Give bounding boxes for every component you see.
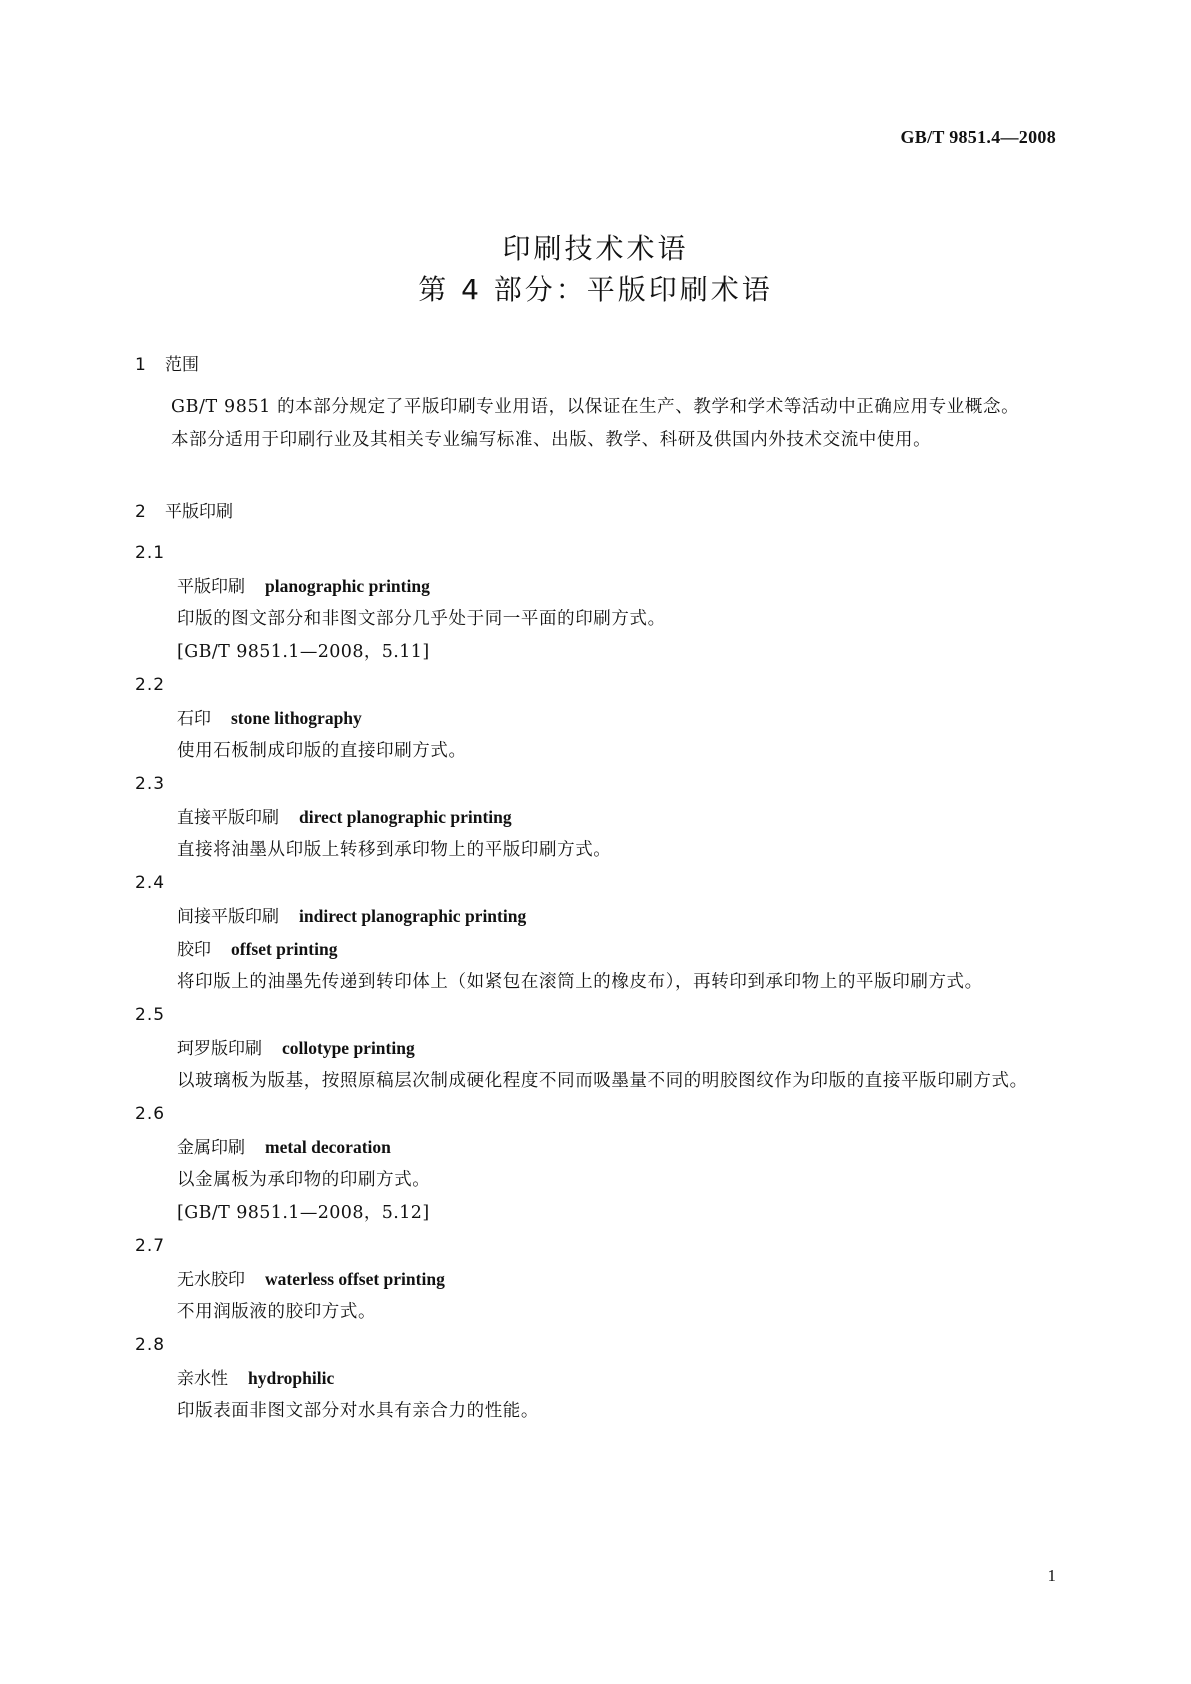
- term-en: planographic printing: [265, 576, 430, 596]
- definition: 将印版上的油墨先传递到转印体上（如紧包在滚筒上的橡皮布），再转印到承印物上的平版印刷方式。: [177, 972, 983, 992]
- entry-number: 2.5: [135, 1005, 166, 1025]
- term-en: hydrophilic: [248, 1368, 335, 1388]
- reference: [GB/T 9851.1—2008，5.11]: [177, 642, 430, 662]
- term-entries: [135, 537, 1062, 1428]
- term-zh: 平版印刷: [177, 577, 245, 597]
- term-zh: 直接平版印刷: [177, 808, 279, 828]
- scope-paragraph-2: 本部分适用于印刷行业及其相关专业编写标准、出版、教学、科研及供国内外技术交流中使用。: [171, 430, 932, 450]
- entry-number: 2.1: [135, 543, 166, 563]
- term: [135, 1263, 1062, 1296]
- term-en: direct planographic printing: [299, 807, 512, 827]
- section-1-heading: [135, 350, 199, 375]
- term-entry-2-7: [135, 1230, 1062, 1329]
- section-title: 平版印刷: [165, 502, 233, 522]
- definition: 以玻璃板为版基，按照原稿层次制成硬化程度不同而吸墨量不同的明胶图纹作为印版的直接平版印刷方式。: [177, 1071, 1028, 1091]
- entry-number: 2.3: [135, 774, 166, 794]
- term-en: metal decoration: [265, 1137, 391, 1157]
- term-synonym: [135, 933, 1062, 966]
- definition: 使用石板制成印版的直接印刷方式。: [177, 741, 467, 761]
- term-zh: 亲水性: [177, 1369, 228, 1389]
- term-en: collotype printing: [282, 1038, 415, 1058]
- term-zh: 金属印刷: [177, 1138, 245, 1158]
- term: [135, 801, 1062, 834]
- section-1-body: [135, 391, 1062, 457]
- entry-number: 2.6: [135, 1104, 166, 1124]
- entry-number: 2.4: [135, 873, 166, 893]
- term-zh: 石印: [177, 709, 211, 729]
- term-zh: 无水胶印: [177, 1270, 245, 1290]
- entry-number: 2.8: [135, 1335, 166, 1355]
- reference: [GB/T 9851.1—2008，5.12]: [177, 1203, 430, 1223]
- entry-number: 2.7: [135, 1236, 166, 1256]
- term-zh: 珂罗版印刷: [177, 1039, 262, 1059]
- term-entry-2-1: [135, 537, 1062, 669]
- term-entry-2-6: [135, 1098, 1062, 1230]
- section-number: 1: [135, 355, 146, 375]
- term-zh: 胶印: [177, 940, 211, 960]
- term-en: stone lithography: [231, 708, 362, 728]
- term: [135, 900, 1062, 933]
- term-en: indirect planographic printing: [299, 906, 527, 926]
- definition: 直接将油墨从印版上转移到承印物上的平版印刷方式。: [177, 840, 612, 860]
- term: [135, 1032, 1062, 1065]
- section-2-heading: [135, 497, 233, 522]
- section-title: 范围: [165, 355, 199, 375]
- scope-paragraph-1: GB/T 9851 的本部分规定了平版印刷专业用语，以保证在生产、教学和学术等活动中正确应用专业概念。: [171, 397, 1020, 417]
- entry-number: 2.2: [135, 675, 166, 695]
- term-entry-2-2: [135, 669, 1062, 768]
- term: [135, 702, 1062, 735]
- term-zh: 间接平版印刷: [177, 907, 279, 927]
- definition: 不用润版液的胶印方式。: [177, 1302, 377, 1322]
- definition: 以金属板为承印物的印刷方式。: [177, 1170, 431, 1190]
- term-entry-2-3: [135, 768, 1062, 867]
- standard-code: GB/T 9851.4—2008: [900, 127, 1056, 147]
- term-en: offset printing: [231, 939, 338, 959]
- definition: 印版表面非图文部分对水具有亲合力的性能。: [177, 1401, 539, 1421]
- document-subtitle: 第 4 部分：平版印刷术语: [418, 273, 773, 306]
- term: [135, 1131, 1062, 1164]
- document-title: 印刷技术术语: [502, 232, 689, 265]
- term-en: waterless offset printing: [265, 1269, 445, 1289]
- term-entry-2-8: [135, 1329, 1062, 1428]
- term-entry-2-4: [135, 867, 1062, 999]
- term-entry-2-5: [135, 999, 1062, 1098]
- section-number: 2: [135, 502, 146, 522]
- term: [135, 1362, 1062, 1395]
- page-number: 1: [1047, 1566, 1056, 1585]
- definition: 印版的图文部分和非图文部分几乎处于同一平面的印刷方式。: [177, 609, 666, 629]
- term: [135, 570, 1062, 603]
